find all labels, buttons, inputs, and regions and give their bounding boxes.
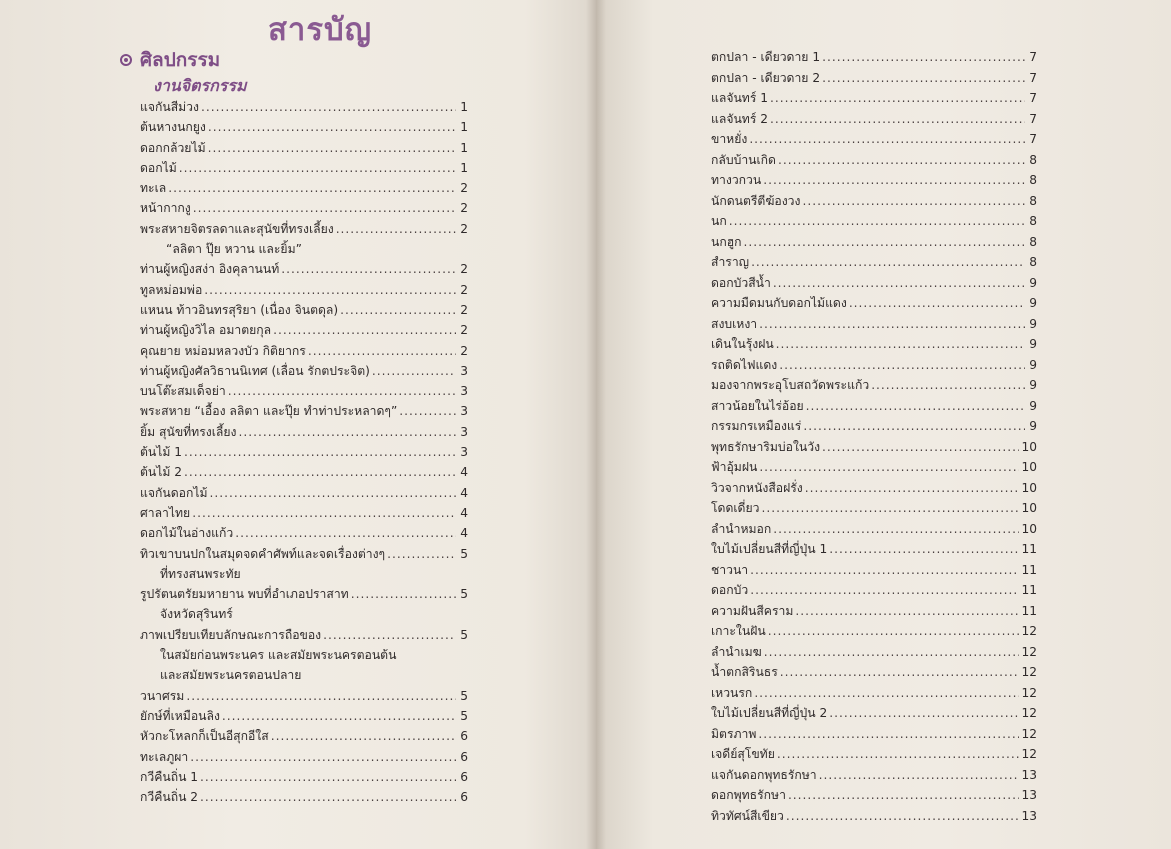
- toc-entry: [711, 560, 1037, 581]
- toc-page-number: 11: [1021, 542, 1037, 556]
- toc-leader-dots: [184, 442, 456, 462]
- toc-entry-continuation: ในสมัยก่อนพระนคร และสมัยพระนครตอนต้น: [160, 648, 397, 663]
- toc-page-number: 8: [1029, 214, 1037, 228]
- toc-entry-title: กรรมกรเหมืองแร่: [711, 419, 802, 433]
- toc-entry-title: แลจันทร์ 1: [711, 91, 769, 105]
- toc-leader-dots: [190, 747, 456, 767]
- toc-entry: [711, 457, 1037, 478]
- toc-page-number: 8: [1029, 193, 1037, 208]
- toc-leader-dots: [387, 544, 456, 564]
- page-title: สารบัญ: [268, 12, 373, 48]
- toc-entry: [711, 150, 1037, 171]
- toc-leader-dots: [235, 523, 456, 543]
- toc-entry-title: บนโต๊ะสมเด็จย่า: [140, 384, 226, 399]
- toc-entry-title: กวีคืนถิ่น 2: [140, 790, 199, 805]
- toc-entry: [711, 334, 1037, 355]
- toc-entry-title: ดอกพุทธรักษา: [711, 788, 786, 802]
- toc-entry-title: รูปรัตนตรัยมหายาน พบที่อำเภอปราสาท: [140, 587, 349, 602]
- toc-page-number: 2: [460, 262, 468, 277]
- toc-leader-dots: [849, 293, 1025, 314]
- toc-page-number: 1: [460, 160, 468, 175]
- toc-leader-dots: [768, 621, 1020, 642]
- book-gutter: [586, 0, 606, 849]
- circle-bullet-icon: [120, 54, 132, 66]
- toc-leader-dots: [323, 625, 456, 645]
- toc-leader-dots: [201, 97, 456, 117]
- toc-leader-dots: [204, 280, 456, 300]
- toc-entry-title: หน้ากากงู: [140, 201, 191, 216]
- toc-entry: [711, 211, 1037, 232]
- toc-entry: [711, 355, 1037, 376]
- toc-entry-title: นก: [711, 214, 727, 228]
- section-heading: [120, 45, 220, 75]
- toc-entry: [140, 442, 468, 462]
- toc-leader-dots: [773, 273, 1025, 294]
- toc-page-number: 9: [1029, 316, 1037, 331]
- toc-entry-title: ทิวทัศน์สีเขียว: [711, 808, 784, 823]
- toc-entry-title: สาวน้อยในไร่อ้อย: [711, 398, 804, 413]
- toc-entry-title: พระสหาย “เอื้อง ลลิตา และปุ๊ย ทำท่าประหลาดๆ”: [140, 404, 398, 419]
- toc-entry-title: ทะเล: [140, 181, 167, 196]
- toc-entry: [140, 584, 468, 604]
- toc-page-number: 9: [1029, 419, 1037, 433]
- toc-page-number: 5: [460, 546, 468, 561]
- toc-page-number: 3: [460, 445, 468, 460]
- toc-entry: [711, 806, 1037, 827]
- toc-entry-title: ตกปลา - เดียวดาย 2: [711, 70, 821, 85]
- toc-entry: [140, 503, 468, 523]
- toc-page-number: 2: [460, 221, 468, 236]
- toc-leader-dots: [200, 767, 456, 787]
- toc-entry-title: ฟ้าอุ้มฝน: [711, 460, 758, 474]
- toc-leader-dots: [819, 765, 1020, 786]
- toc-entry-title: วิวจากหนังสือฝรั่ง: [711, 480, 803, 495]
- toc-entry: [711, 68, 1037, 89]
- toc-page-number: 9: [1029, 337, 1037, 351]
- toc-page-number: 3: [460, 384, 468, 399]
- toc-entry: [711, 273, 1037, 294]
- toc-leader-dots: [222, 706, 456, 726]
- toc-leader-dots: [777, 744, 1020, 765]
- toc-entry: [140, 259, 468, 279]
- toc-leader-dots: [758, 724, 1019, 745]
- toc-page-number: 11: [1021, 583, 1037, 597]
- toc-entry: [711, 252, 1037, 273]
- toc-page-number: 4: [460, 505, 468, 520]
- toc-entry: [140, 320, 468, 340]
- toc-leader-dots: [803, 416, 1025, 437]
- toc-page-number: 2: [460, 282, 468, 297]
- toc-entry: [711, 498, 1037, 519]
- toc-page-number: 10: [1021, 521, 1037, 536]
- toc-page-number: 13: [1021, 767, 1037, 782]
- toc-entry-title: สำราญ: [711, 255, 750, 269]
- toc-entry-title: แจกันสีม่วง: [140, 100, 199, 114]
- toc-entry-title: แจกันดอกไม้: [140, 485, 208, 500]
- toc-entry-title: ตกปลา - เดียวดาย 1: [711, 50, 821, 64]
- toc-entry-continuation: ที่ทรงสนพระทัย: [160, 566, 241, 581]
- toc-leader-dots: [271, 726, 456, 746]
- toc-page-number: 9: [1029, 398, 1037, 413]
- toc-page-number: 5: [460, 708, 468, 723]
- toc-entry: [711, 396, 1037, 417]
- toc-page-number: 12: [1021, 644, 1037, 659]
- toc-entry-title: นกฮูก: [711, 234, 742, 249]
- toc-page-number: 2: [460, 201, 468, 216]
- toc-entry-title: ลำนำหมอก: [711, 521, 772, 536]
- toc-entry: [711, 519, 1037, 540]
- toc-entry: [140, 747, 468, 767]
- toc-entry: [140, 138, 468, 158]
- toc-entry: [711, 375, 1037, 396]
- toc-leader-dots: [208, 117, 456, 137]
- toc-page-number: 2: [460, 181, 468, 196]
- toc-leader-dots: [770, 109, 1025, 130]
- toc-entry-title: ต้นหางนกยูง: [140, 120, 206, 135]
- toc-entry: [711, 416, 1037, 437]
- toc-entry-title: ต้นไม้ 2: [140, 465, 183, 480]
- toc-entry-title: ลำนำเมฆ: [711, 644, 762, 659]
- toc-entry-title: เกาะในฝัน: [711, 624, 766, 638]
- toc-leader-dots: [788, 785, 1020, 806]
- toc-entry: [711, 437, 1037, 458]
- toc-page-number: 10: [1021, 439, 1037, 454]
- toc-entry-title: ดอกไม้ในอ่างแก้ว: [140, 526, 234, 541]
- toc-entry-title: น้ำตกสิรินธร: [711, 665, 778, 679]
- toc-leader-dots: [764, 642, 1020, 663]
- toc-entry: [711, 580, 1037, 601]
- toc-entry-title: มองจากพระอุโบสถวัดพระแก้ว: [711, 378, 870, 392]
- toc-leader-dots: [184, 462, 456, 482]
- toc-entry-title: ใบไม้เปลี่ยนสีที่ญี่ปุ่น 1: [711, 542, 828, 556]
- toc-leader-dots: [749, 129, 1025, 150]
- toc-entry: [711, 662, 1037, 683]
- toc-leader-dots: [829, 703, 1019, 724]
- toc-leader-dots: [795, 601, 1019, 622]
- toc-page-number: 4: [460, 465, 468, 480]
- toc-entry: [711, 47, 1037, 68]
- toc-entry: [140, 341, 468, 361]
- toc-leader-dots: [179, 158, 456, 178]
- toc-entry: [140, 706, 468, 726]
- toc-entry: [711, 314, 1037, 335]
- toc-entry: [140, 280, 468, 300]
- toc-page-number: 9: [1029, 357, 1037, 372]
- toc-page-number: 6: [460, 790, 468, 805]
- toc-leader-dots: [193, 198, 456, 218]
- toc-entry-title: สงบเหงา: [711, 316, 758, 331]
- toc-leader-dots: [751, 252, 1025, 273]
- toc-page-number: 2: [460, 323, 468, 338]
- toc-entry: [140, 483, 468, 503]
- toc-entry: [140, 767, 468, 787]
- toc-leader-dots: [776, 334, 1025, 355]
- toc-leader-dots: [773, 519, 1019, 540]
- toc-left-list: [140, 97, 468, 807]
- toc-entry-title: รถติดไฟแดง: [711, 357, 778, 372]
- toc-page-number: 10: [1021, 501, 1037, 515]
- toc-page-number: 1: [460, 120, 468, 135]
- toc-leader-dots: [281, 259, 456, 279]
- toc-page-number: 4: [460, 485, 468, 500]
- toc-leader-dots: [871, 375, 1025, 396]
- toc-leader-dots: [200, 787, 456, 807]
- toc-page-number: 5: [460, 688, 468, 703]
- toc-entry: [711, 703, 1037, 724]
- toc-entry: [711, 601, 1037, 622]
- toc-leader-dots: [750, 580, 1019, 601]
- toc-entry: [711, 88, 1037, 109]
- toc-page-number: 12: [1021, 726, 1037, 741]
- toc-entry-title: ศาลาไทย: [140, 505, 191, 520]
- toc-entry-title: นักดนตรีตีฆ้องวง: [711, 193, 801, 208]
- toc-page-number: 2: [460, 302, 468, 317]
- toc-page-number: 3: [460, 363, 468, 378]
- toc-entry: [711, 232, 1037, 253]
- toc-entry: [711, 109, 1037, 130]
- toc-entry: [711, 539, 1037, 560]
- toc-right-list: [711, 47, 1037, 826]
- toc-entry: [711, 785, 1037, 806]
- toc-entry-title: ทางวกวน: [711, 173, 762, 187]
- toc-page-number: 2: [460, 343, 468, 358]
- toc-entry: [140, 381, 468, 401]
- toc-entry: [711, 744, 1037, 765]
- toc-leader-dots: [822, 437, 1019, 458]
- toc-entry-title: ต้นไม้ 1: [140, 445, 183, 460]
- toc-leader-dots: [780, 662, 1020, 683]
- toc-page-number: 6: [460, 769, 468, 784]
- toc-entry: [140, 523, 468, 543]
- toc-page-number: 3: [460, 424, 468, 439]
- toc-leader-dots: [778, 150, 1025, 171]
- toc-entry-title: ยักษ์ที่เหมือนลิง: [140, 708, 220, 723]
- toc-entry-title: พระสหายจิตรลดาและสุนัขที่ทรงเลี้ยง: [140, 221, 334, 236]
- toc-leader-dots: [750, 560, 1019, 581]
- toc-page-number: 1: [460, 100, 468, 114]
- toc-page-number: 7: [1029, 111, 1037, 126]
- toc-leader-dots: [822, 68, 1025, 89]
- toc-leader-dots: [208, 138, 456, 158]
- toc-leader-dots: [228, 381, 456, 401]
- toc-page-number: 9: [1029, 296, 1037, 310]
- toc-entry-title: ท่านผู้หญิงวิไล อมาตยกุล: [140, 323, 272, 338]
- toc-page-number: 3: [460, 404, 468, 419]
- toc-page-number: 7: [1029, 70, 1037, 85]
- toc-entry-title: ท่านผู้หญิงสง่า อิงคุลานนท์: [140, 262, 280, 277]
- toc-entry: [140, 726, 468, 746]
- toc-entry-title: ดอกบัวสีน้ำ: [711, 275, 771, 290]
- toc-entry: [140, 625, 468, 645]
- toc-entry: [140, 300, 468, 320]
- toc-entry: [140, 401, 468, 421]
- toc-leader-dots: [209, 483, 456, 503]
- toc-leader-dots: [308, 341, 456, 361]
- subsection-heading: งานจิตรกรรม: [153, 76, 247, 95]
- toc-leader-dots: [770, 88, 1025, 109]
- toc-entry-title: แจกันดอกพุทธรักษา: [711, 767, 817, 782]
- toc-leader-dots: [372, 361, 456, 381]
- toc-entry-title: ท่านผู้หญิงศัลวิธานนิเทศ (เลื่อน รักตประจิต): [140, 363, 370, 378]
- toc-entry: [140, 158, 468, 178]
- toc-entry: [140, 117, 468, 137]
- toc-page-number: 12: [1021, 685, 1037, 700]
- toc-entry-title: ภาพเปรียบเทียบลักษณะการถือของ: [140, 627, 322, 642]
- toc-leader-dots: [759, 314, 1025, 335]
- toc-leader-dots: [786, 806, 1020, 827]
- toc-entry-title: ความมืดมนกับดอกไม้แดง: [711, 296, 847, 310]
- toc-entry-title: เดินในรุ้งฝน: [711, 337, 774, 351]
- toc-entry-continuation: “ลลิตา ปุ๊ย หวาน และยิ้ม”: [166, 242, 302, 257]
- toc-page-number: 12: [1021, 665, 1037, 679]
- toc-leader-dots: [238, 422, 456, 442]
- toc-page-number: 12: [1021, 706, 1037, 720]
- toc-entry-continuation: และสมัยพระนครตอนปลาย: [160, 668, 302, 683]
- toc-page-number: 13: [1021, 788, 1037, 802]
- toc-entry: [711, 478, 1037, 499]
- toc-entry-title: พุทธรักษาริมบ่อในวัง: [711, 439, 821, 454]
- toc-entry: [711, 191, 1037, 212]
- toc-entry-continuation: จังหวัดสุรินทร์: [160, 607, 233, 622]
- toc-page-number: 13: [1021, 808, 1037, 823]
- toc-page-number: 5: [460, 587, 468, 602]
- toc-entry-title: ดอกกล้วยไม้: [140, 140, 206, 155]
- toc-entry-title: กลับบ้านเกิด: [711, 152, 776, 167]
- toc-page-number: 10: [1021, 460, 1037, 474]
- toc-leader-dots: [744, 232, 1025, 253]
- toc-leader-dots: [399, 401, 456, 421]
- toc-entry-title: แลจันทร์ 2: [711, 111, 769, 126]
- section-label: ศิลปกรรม: [140, 49, 221, 71]
- toc-entry: [140, 97, 468, 117]
- toc-page-number: 6: [460, 749, 468, 764]
- toc-entry-title: เจดีย์สุโขทัย: [711, 747, 775, 761]
- toc-leader-dots: [759, 457, 1019, 478]
- toc-entry: [140, 178, 468, 198]
- toc-entry-title: ความฝันสีคราม: [711, 603, 794, 618]
- toc-page-number: 12: [1021, 747, 1037, 761]
- toc-leader-dots: [761, 498, 1019, 519]
- toc-entry: [140, 198, 468, 218]
- toc-page-number: 7: [1029, 50, 1037, 64]
- toc-entry-title: ทูลหม่อมพ่อ: [140, 282, 203, 297]
- toc-entry: [140, 462, 468, 482]
- toc-leader-dots: [168, 178, 456, 198]
- toc-entry-title: ชาวนา: [711, 562, 749, 577]
- toc-page-number: 1: [460, 140, 468, 155]
- toc-leader-dots: [351, 584, 456, 604]
- toc-entry: [711, 621, 1037, 642]
- toc-page-number: 5: [460, 627, 468, 642]
- toc-leader-dots: [186, 686, 456, 706]
- toc-page-number: 8: [1029, 255, 1037, 269]
- toc-entry: [140, 422, 468, 442]
- toc-leader-dots: [822, 47, 1025, 68]
- toc-entry: [711, 765, 1037, 786]
- toc-entry-title: ดอกไม้: [140, 160, 177, 175]
- toc-entry: [711, 724, 1037, 745]
- toc-entry-title: วนาศรม: [140, 688, 185, 703]
- toc-page-number: 4: [460, 526, 468, 541]
- toc-page-number: 7: [1029, 132, 1037, 146]
- toc-leader-dots: [340, 300, 456, 320]
- toc-entry: [140, 787, 468, 807]
- toc-entry-title: หัวกะโหลกก็เป็นอีสุกอีใส: [140, 729, 269, 744]
- toc-entry-title: คุณยาย หม่อมหลวงบัว กิติยากร: [140, 343, 306, 358]
- toc-entry-title: กวีคืนถิ่น 1: [140, 769, 199, 784]
- toc-entry-title: โดดเดี่ยว: [711, 501, 760, 515]
- toc-entry-title: แหนน ท้าวอินทรสุริยา (เนื่อง จินตดุล): [140, 302, 339, 317]
- toc-entry-title: ยิ้ม สุนัขที่ทรงเลี้ยง: [140, 424, 237, 439]
- toc-entry-title: ดอกบัว: [711, 583, 749, 597]
- toc-entry: [711, 642, 1037, 663]
- toc-entry-title: มิตรภาพ: [711, 726, 757, 741]
- toc-leader-dots: [754, 683, 1019, 704]
- toc-page-number: 12: [1021, 624, 1037, 638]
- toc-entry-title: ใบไม้เปลี่ยนสีที่ญี่ปุ่น 2: [711, 706, 828, 720]
- toc-entry: [140, 361, 468, 381]
- toc-leader-dots: [802, 191, 1025, 212]
- toc-page-number: 9: [1029, 275, 1037, 290]
- toc-entry-title: เหวนรก: [711, 685, 753, 700]
- toc-entry-title: ทะเลภูผา: [140, 749, 189, 764]
- toc-leader-dots: [763, 170, 1025, 191]
- toc-entry: [711, 683, 1037, 704]
- toc-page-number: 9: [1029, 378, 1037, 392]
- toc-leader-dots: [805, 478, 1020, 499]
- toc-leader-dots: [779, 355, 1025, 376]
- toc-page-number: 11: [1021, 562, 1037, 577]
- toc-page-number: 8: [1029, 234, 1037, 249]
- toc-entry: [711, 129, 1037, 150]
- toc-entry: [140, 544, 468, 564]
- toc-leader-dots: [806, 396, 1025, 417]
- toc-entry: [140, 219, 468, 239]
- toc-entry: [711, 170, 1037, 191]
- toc-page-number: 7: [1029, 91, 1037, 105]
- toc-entry-title: ทิวเขาบนปกในสมุดจดคำศัพท์และจดเรื่องต่างๆ: [140, 546, 386, 561]
- toc-leader-dots: [336, 219, 456, 239]
- toc-entry: [140, 686, 468, 706]
- toc-entry-title: ขาหยั่ง: [711, 132, 748, 146]
- toc-entry: [711, 293, 1037, 314]
- toc-page-number: 11: [1021, 603, 1037, 618]
- toc-page-number: 8: [1029, 152, 1037, 167]
- toc-leader-dots: [273, 320, 456, 340]
- toc-page-number: 10: [1021, 480, 1037, 495]
- toc-leader-dots: [192, 503, 456, 523]
- toc-leader-dots: [829, 539, 1019, 560]
- toc-page-number: 8: [1029, 173, 1037, 187]
- toc-leader-dots: [729, 211, 1025, 232]
- toc-page-number: 6: [460, 729, 468, 744]
